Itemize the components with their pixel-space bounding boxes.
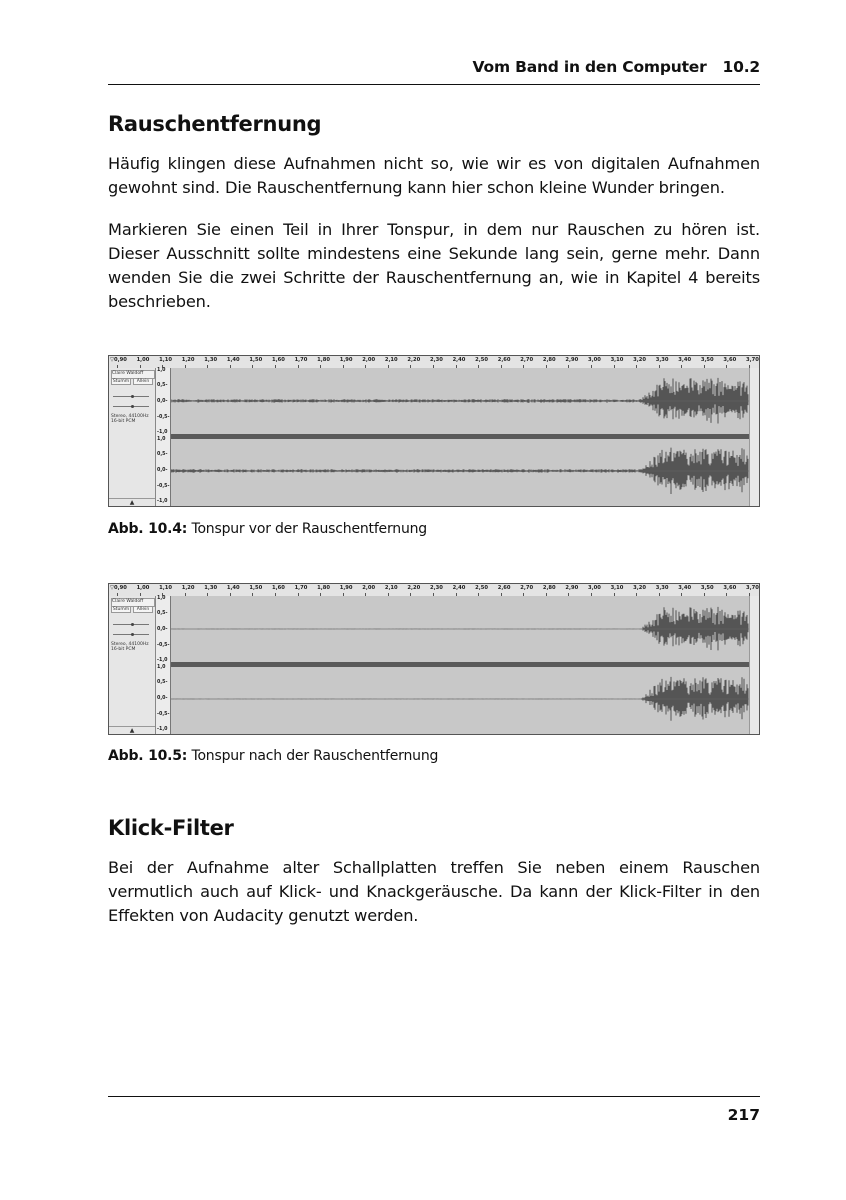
timeline-tick-label: 0,90 xyxy=(114,585,127,591)
timeline-tick-label: 3,20 xyxy=(633,357,646,363)
timeline-marker-icon: ▽ xyxy=(110,585,114,591)
scale-label: 0,0- xyxy=(157,696,168,701)
timeline-tick-label: 1,20 xyxy=(181,585,195,591)
vertical-scrollbar[interactable] xyxy=(749,596,759,734)
scale-label: -0,5- xyxy=(157,484,170,489)
timeline-tick-label: 1,30 xyxy=(204,357,218,363)
timeline-tick-label: 2,40 xyxy=(452,357,466,363)
figure-caption-10-5: Abb. 10.5: Tonspur nach der Rauschentfernung xyxy=(108,748,439,764)
scale-label: 0,0- xyxy=(157,399,168,404)
solo-button[interactable]: Allein xyxy=(133,606,153,613)
timeline-tick-label: 1,90 xyxy=(339,357,353,363)
timeline-tick-label: 2,00 xyxy=(362,357,376,363)
timeline-tick-label: 1,10 xyxy=(159,357,172,363)
timeline-tick-label: 3,50 xyxy=(700,357,714,363)
timeline-tick-label: 2,80 xyxy=(542,585,556,591)
gain-slider[interactable] xyxy=(113,624,149,625)
solo-button[interactable]: Allein xyxy=(133,378,153,385)
header-rule xyxy=(108,84,760,85)
timeline-tick-label: 2,50 xyxy=(475,585,488,591)
channel-separator xyxy=(171,662,749,667)
waveform xyxy=(171,596,749,734)
timeline-tick-label: 3,00 xyxy=(588,357,601,363)
scale-label: 0,5- xyxy=(157,452,168,457)
scale-label: 1,0 xyxy=(157,596,166,601)
timeline-tick-label: 2,30 xyxy=(430,585,443,591)
track-control-panel xyxy=(109,596,156,734)
pan-slider[interactable] xyxy=(113,634,149,635)
track-name-dropdown[interactable]: Claire Waldoff xyxy=(111,370,155,379)
scale-label: 1,0 xyxy=(157,437,166,442)
channel-separator xyxy=(171,434,749,439)
scale-label: 0,0- xyxy=(157,627,168,632)
timeline-tick-label: 3,10 xyxy=(610,585,624,591)
page-number: 217 xyxy=(727,1106,760,1124)
timeline-tick-label: 1,50 xyxy=(249,357,263,363)
timeline-tick-label: 3,50 xyxy=(700,585,714,591)
timeline-tick-label: 2,90 xyxy=(565,357,579,363)
paragraph-2: Markieren Sie einen Teil in Ihrer Tonspur, in dem nur Rauschen zu hören ist. Dieser Ausschnitt sollte mindestens eine Sekunde lang sein, gerne mehr. Dann wenden Sie die zwei Schritte der Rauschentfernung an, wie in Kapitel 4 bereits beschrieben. xyxy=(108,220,760,311)
scale-label: -1,0 xyxy=(157,727,168,732)
scale-label: -0,5- xyxy=(157,643,170,648)
timeline-tick-label: 2,40 xyxy=(452,585,466,591)
timeline-tick-label: 3,70 xyxy=(746,357,759,363)
timeline-tick-label: 3,30 xyxy=(655,585,669,591)
section-heading-rauschentfernung: Rauschentfernung xyxy=(108,112,322,136)
timeline-tick-label: 1,00 xyxy=(136,357,150,363)
scale-label: -0,5- xyxy=(157,415,170,420)
collapse-track-button[interactable]: ▲ xyxy=(109,726,155,734)
paragraph-1: Häufig klingen diese Aufnahmen nicht so, wie wir es von digitalen Aufnahmen gewohnt sind. Die Rauschentfernung kann hier schon kleine Wunder bringen. xyxy=(108,154,760,197)
figure-caption-10-4: Abb. 10.4: Tonspur vor der Rauschentfernung xyxy=(108,521,427,537)
timeline-tick-label: 2,50 xyxy=(475,357,488,363)
track-info: Stereo, 44100Hz 16-bit PCM xyxy=(111,642,149,652)
timeline-tick-label: 2,90 xyxy=(565,585,579,591)
waveform xyxy=(171,368,749,506)
timeline-tick-label: 3,40 xyxy=(678,585,692,591)
gain-slider[interactable] xyxy=(113,396,149,397)
timeline-tick-label: 1,80 xyxy=(317,585,330,591)
timeline-tick-label: 1,80 xyxy=(317,357,330,363)
scale-label: -1,0 xyxy=(157,430,168,435)
pan-slider[interactable] xyxy=(113,406,149,407)
timeline-tick-label: 1,00 xyxy=(136,585,150,591)
timeline-tick-label: 0,90 xyxy=(114,357,127,363)
timeline-tick-label: 3,20 xyxy=(633,585,646,591)
vertical-scrollbar[interactable] xyxy=(749,368,759,506)
timeline-tick-label: 3,40 xyxy=(678,357,692,363)
timeline-tick-label: 2,00 xyxy=(362,585,376,591)
paragraph-3: Bei der Aufnahme alter Schallplatten treffen Sie neben einem Rauschen vermutlich auch auf Klick- und Knackgeräusche. Da kann der Klick-Filter in den Effekten von Audacity genutzt werden. xyxy=(108,858,760,925)
mute-button[interactable]: Stumm xyxy=(112,607,130,612)
timeline-tick-label: 2,20 xyxy=(407,357,421,363)
timeline-tick-label: 1,20 xyxy=(181,357,195,363)
audacity-screenshot-before xyxy=(108,355,760,507)
timeline-tick-label: 2,10 xyxy=(384,585,398,591)
scale-label: -1,0 xyxy=(157,658,168,663)
scale-label: 0,0- xyxy=(157,468,168,473)
timeline-tick-label: 3,60 xyxy=(723,585,737,591)
timeline-tick-label: 2,30 xyxy=(430,357,443,363)
timeline-tick-label: 3,30 xyxy=(655,357,669,363)
section-number: 10.2 xyxy=(722,58,760,76)
timeline-tick-label: 2,70 xyxy=(520,357,534,363)
timeline-tick-label: 1,70 xyxy=(294,357,308,363)
track-control-panel xyxy=(109,368,156,506)
timeline-tick-label: 2,70 xyxy=(520,585,534,591)
scale-label: -0,5- xyxy=(157,712,170,717)
timeline-tick-label: 1,40 xyxy=(226,585,240,591)
timeline-tick-label: 3,60 xyxy=(723,357,737,363)
timeline-tick-label: 1,40 xyxy=(226,357,240,363)
timeline-tick-label: 3,00 xyxy=(588,585,601,591)
track-info: Stereo, 44100Hz 16-bit PCM xyxy=(111,414,149,424)
scale-label: -1,0 xyxy=(157,499,168,504)
mute-button[interactable]: Stumm xyxy=(112,379,130,384)
section-heading-klick-filter: Klick-Filter xyxy=(108,816,234,840)
timeline-tick-label: 2,20 xyxy=(407,585,421,591)
amplitude-scale xyxy=(156,596,171,734)
chapter-title: Vom Band in den Computer xyxy=(472,58,707,76)
timeline-tick-label: 1,60 xyxy=(272,585,285,591)
timeline-tick-label: 2,10 xyxy=(384,357,398,363)
scale-label: 0,5- xyxy=(157,383,168,388)
timeline-tick-label: 2,60 xyxy=(497,357,511,363)
footer-rule xyxy=(108,1096,760,1097)
amplitude-scale xyxy=(156,368,171,506)
scale-label: 1,0 xyxy=(157,665,166,670)
timeline-tick-label: 2,80 xyxy=(542,357,556,363)
timeline-tick-label: 3,70 xyxy=(746,585,759,591)
timeline-tick-label: 2,60 xyxy=(497,585,511,591)
audacity-screenshot-after xyxy=(108,583,760,735)
timeline-tick-label: 1,10 xyxy=(159,585,172,591)
timeline-tick-label: 3,10 xyxy=(610,357,624,363)
timeline-tick-label: 1,60 xyxy=(272,357,285,363)
timeline-tick-label: 1,30 xyxy=(204,585,218,591)
scale-label: 1,0 xyxy=(157,368,166,373)
track-name-dropdown[interactable]: Claire Waldoff xyxy=(111,598,155,607)
collapse-track-button[interactable]: ▲ xyxy=(109,498,155,506)
timeline-marker-icon: ▽ xyxy=(110,357,114,363)
scale-label: 0,5- xyxy=(157,611,168,616)
scale-label: 0,5- xyxy=(157,680,168,685)
timeline-tick-label: 1,90 xyxy=(339,585,353,591)
running-header xyxy=(108,58,760,80)
timeline-tick-label: 1,70 xyxy=(294,585,308,591)
timeline-tick-label: 1,50 xyxy=(249,585,263,591)
